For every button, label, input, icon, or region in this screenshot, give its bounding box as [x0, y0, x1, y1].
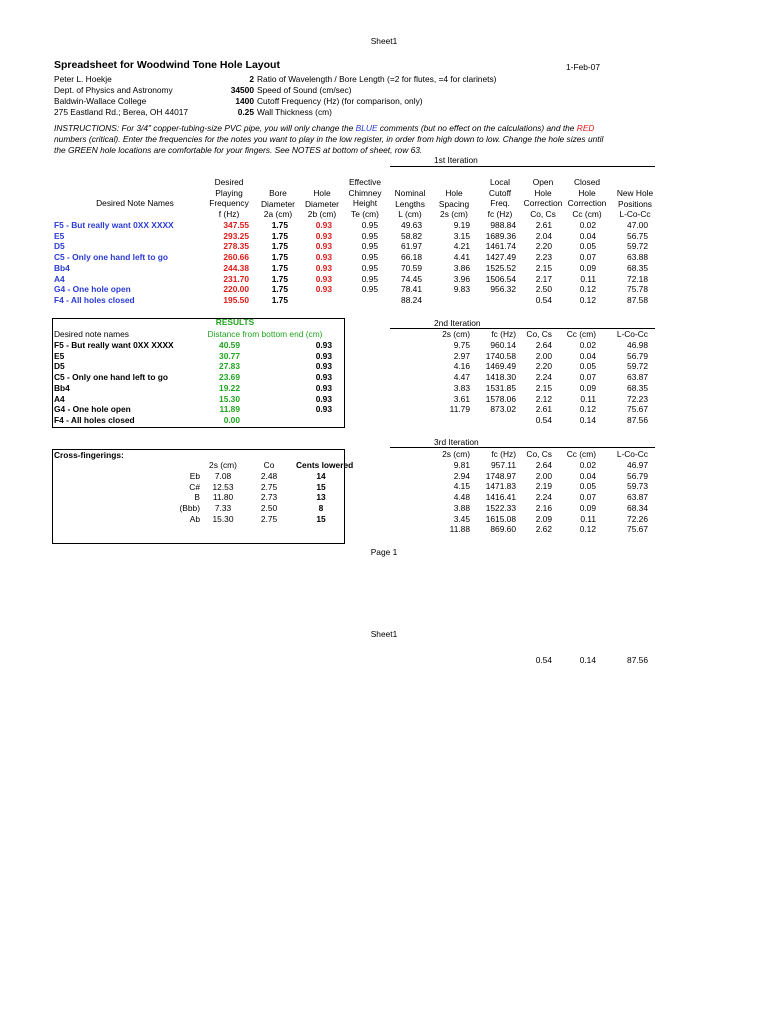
note-name: A4	[54, 273, 65, 284]
iter3-cell: 2.19	[535, 481, 552, 492]
iter2-header: fc (Hz)	[491, 329, 516, 339]
cross-note: B	[194, 492, 200, 503]
chimney-cell: 0.95	[361, 241, 378, 252]
closed-correction-cell: 0.04	[579, 230, 596, 241]
col-header-spacing: Hole Spacing 2s (cm)	[438, 188, 470, 220]
iter2-cell: 56.79	[627, 350, 648, 361]
iter3-cell: 11.88	[449, 524, 470, 535]
col-header-note-names: Desired Note Names	[96, 198, 174, 208]
results-hole-diameter: 0.93	[315, 382, 332, 393]
iter2-cell: 2.24	[535, 372, 552, 383]
iter3-cell: 4.15	[453, 481, 470, 492]
col-header-cutoff: Local Cutoff Freq. fc (Hz)	[487, 177, 513, 219]
note-name: F4 - All holes closed	[54, 294, 135, 305]
iter3-cell: 0.12	[579, 524, 596, 535]
open-correction-cell: 2.04	[535, 230, 552, 241]
iter2-cell: 3.61	[453, 393, 470, 404]
iter2-cell: 1418.30	[485, 372, 516, 383]
sheet-label-page-2: Sheet1	[370, 629, 398, 639]
note-name: C5 - Only one hand left to go	[54, 252, 168, 263]
new-position-cell: 47.00	[627, 220, 648, 230]
iteration-2-label: 2nd Iteration	[434, 318, 481, 328]
frequency-cell: 260.66	[223, 252, 249, 263]
results-note-name: A4	[54, 393, 65, 404]
results-distance: 15.30	[219, 393, 240, 404]
cross-cents: 14	[316, 471, 326, 481]
cross-correction: 2.73	[260, 492, 278, 503]
new-position-cell: 75.78	[627, 284, 648, 295]
cross-spacing: 12.53	[212, 481, 234, 492]
open-correction-cell: 2.20	[535, 241, 552, 252]
new-position-cell: 68.35	[627, 262, 648, 273]
param-label: Ratio of Wavelength / Bore Length (=2 for flutes, =4 for clarinets)	[257, 74, 497, 84]
param-label: Speed of Sound (cm/sec)	[257, 85, 352, 95]
bore-cell: 1.75	[271, 284, 288, 295]
iter2-cell: 11.79	[449, 404, 470, 415]
results-hole-diameter: 0.93	[315, 340, 332, 350]
iter2-cell: 9.75	[453, 340, 470, 350]
note-name: G4 - One hole open	[54, 284, 131, 295]
cross-spacing: 11.80	[212, 492, 234, 503]
col-header-nominal: Nominal Lengths L (cm)	[394, 188, 426, 220]
hole-diameter-cell: 0.93	[315, 220, 332, 230]
bore-cell: 1.75	[271, 294, 288, 305]
closed-correction-cell: 0.12	[579, 294, 596, 305]
nominal-length-cell: 78.41	[401, 284, 422, 295]
page-2-value: 0.14	[579, 655, 596, 665]
open-correction-cell: 2.15	[535, 262, 552, 273]
iter2-cell: 0.07	[579, 372, 596, 383]
cross-spacing: 7.33	[214, 503, 232, 514]
iter2-header: Cc (cm)	[566, 329, 596, 339]
iter2-cell: 1531.85	[485, 382, 516, 393]
nominal-length-cell: 61.97	[401, 241, 422, 252]
hole-diameter-cell: 0.93	[315, 273, 332, 284]
instructions-blue-word: BLUE	[355, 123, 378, 133]
iter3-cell: 2.16	[535, 502, 552, 513]
new-position-cell: 56.75	[627, 230, 648, 241]
results-note-name: G4 - One hole open	[54, 404, 131, 415]
iter3-cell: 1748.97	[485, 470, 516, 481]
results-hole-diameter: 0.93	[315, 372, 332, 383]
page-footer: Page 1	[370, 547, 398, 557]
col-header-chimney: Effective Chimney Height Te (cm)	[348, 177, 382, 219]
cross-note: (Bbb)	[179, 503, 200, 514]
cross-cents: 15	[316, 481, 326, 492]
closed-correction-cell: 0.05	[579, 241, 596, 252]
iter3-cell: 0.05	[579, 481, 596, 492]
iter3-header: fc (Hz)	[491, 449, 516, 459]
iter3-cell: 0.09	[579, 502, 596, 513]
bore-cell: 1.75	[271, 273, 288, 284]
col-header-frequency: Desired Playing Frequency f (Hz)	[209, 177, 249, 219]
open-correction-cell: 2.17	[535, 273, 552, 284]
closed-correction-cell: 0.12	[579, 284, 596, 295]
note-name: Bb4	[54, 262, 70, 273]
page-2-value: 0.54	[535, 655, 552, 665]
frequency-cell: 195.50	[223, 294, 249, 305]
hole-diameter-cell: 0.93	[315, 230, 332, 241]
iter3-cell: 75.67	[627, 524, 648, 535]
iter3-cell: 9.81	[453, 460, 470, 470]
param-value: 2	[249, 74, 254, 84]
open-correction-cell: 2.61	[535, 220, 552, 230]
iter3-cell: 869.60	[490, 524, 516, 535]
results-note-name: E5	[54, 350, 65, 361]
iteration-1-rule	[390, 166, 655, 167]
spacing-cell: 3.15	[453, 230, 470, 241]
cross-cents: 8	[318, 503, 324, 514]
cross-correction: 2.75	[260, 481, 278, 492]
results-subtitle: Distance from bottom end (cm)	[207, 329, 323, 339]
results-distance: 27.83	[219, 361, 240, 372]
iter3-header: 2s (cm)	[442, 449, 470, 459]
instructions-red-word: RED	[576, 123, 595, 133]
iter2-cell: 2.15	[535, 382, 552, 393]
iter2-cell: 960.14	[490, 340, 516, 350]
results-hole-diameter: 0.93	[315, 361, 332, 372]
closed-correction-cell: 0.11	[580, 273, 596, 284]
cross-spacing: 15.30	[212, 513, 234, 524]
iter2-cell: 0.12	[579, 404, 596, 415]
results-note-name: C5 - Only one hand left to go	[54, 372, 168, 383]
iter3-header: Cc (cm)	[566, 449, 596, 459]
frequency-cell: 244.38	[223, 262, 249, 273]
cross-header: Co	[263, 460, 275, 470]
iter3-cell: 63.87	[627, 492, 648, 503]
param-value: 0.25	[237, 107, 254, 117]
closed-correction-cell: 0.07	[579, 252, 596, 263]
sheet-label: Sheet1	[370, 36, 398, 46]
iter2-cell: 59.72	[627, 361, 648, 372]
nominal-length-cell: 49.63	[401, 220, 422, 230]
cutoff-cell: 956.32	[490, 284, 516, 295]
new-position-cell: 87.58	[627, 294, 648, 305]
iter3-cell: 1471.83	[485, 481, 516, 492]
iter3-cell: 0.04	[579, 470, 596, 481]
iter3-cell: 2.00	[535, 470, 552, 481]
iter2-cell: 2.61	[535, 404, 552, 415]
iter2-cell: 4.16	[453, 361, 470, 372]
results-note-name: D5	[54, 361, 65, 372]
hole-diameter-cell: 0.93	[315, 252, 332, 263]
iter2-cell: 4.47	[453, 372, 470, 383]
bore-cell: 1.75	[271, 220, 288, 230]
cross-note: Eb	[189, 471, 200, 481]
cross-note: Ab	[189, 513, 200, 524]
open-correction-cell: 0.54	[535, 294, 552, 305]
results-note-name: Bb4	[54, 382, 70, 393]
iter3-cell: 2.09	[535, 513, 552, 524]
iter3-cell: 0.11	[580, 513, 596, 524]
cutoff-cell: 988.84	[490, 220, 516, 230]
iter3-cell: 1522.33	[485, 502, 516, 513]
iter2-cell: 0.09	[579, 382, 596, 393]
spacing-cell: 3.96	[453, 273, 470, 284]
iter2-cell: 1469.49	[485, 361, 516, 372]
instructions-text: numbers (critical). Enter the frequencies for the notes you want to play in the low register, in order from high down to low. Change the hole sizes until the GREEN hole locations are comfortable for your fingers. See NOTES at bottom of sheet, row 63.	[54, 134, 604, 155]
iter2-header: Co, Cs	[526, 329, 552, 339]
param-label: Cutoff Frequency (Hz) (for comparison, only)	[257, 96, 423, 106]
bore-cell: 1.75	[271, 230, 288, 241]
chimney-cell: 0.95	[361, 230, 378, 241]
iter2-header: L-Co-Cc	[616, 329, 648, 339]
instructions-text: comments (but no effect on the calculations) and the	[377, 123, 577, 133]
iter2-header: 2s (cm)	[442, 329, 470, 339]
cutoff-cell: 1689.36	[485, 230, 516, 241]
iter2-cell: 3.83	[453, 382, 470, 393]
iter3-cell: 46.97	[627, 460, 648, 470]
iter2-cell: 72.23	[627, 393, 648, 404]
iter2-cell: 87.56	[627, 414, 648, 425]
iter3-cell: 3.88	[453, 502, 470, 513]
chimney-cell: 0.95	[361, 284, 378, 295]
chimney-cell: 0.95	[361, 252, 378, 263]
col-header-hole: Hole Diameter 2b (cm)	[305, 188, 339, 220]
spacing-cell: 9.83	[453, 284, 470, 295]
results-distance: 30.77	[219, 350, 240, 361]
frequency-cell: 231.70	[223, 273, 249, 284]
results-distance: 19.22	[219, 382, 240, 393]
iter2-cell: 0.54	[535, 414, 552, 425]
iter2-cell: 2.97	[453, 350, 470, 361]
cross-note: C#	[189, 481, 200, 492]
iter3-header: L-Co-Cc	[616, 449, 648, 459]
cutoff-cell: 1506.54	[485, 273, 516, 284]
cutoff-cell: 1461.74	[485, 241, 516, 252]
iter2-cell: 2.12	[535, 393, 552, 404]
chimney-cell: 0.95	[361, 273, 378, 284]
document-date: 1-Feb-07	[566, 62, 600, 72]
iter3-cell: 0.07	[579, 492, 596, 503]
author-line: 275 Eastland Rd.; Berea, OH 44017	[54, 107, 189, 117]
new-position-cell: 63.88	[627, 252, 648, 263]
cross-header: Cents lowered	[296, 460, 354, 470]
results-hole-diameter: 0.93	[315, 393, 332, 404]
iter2-cell: 46.98	[627, 340, 648, 350]
iter2-cell: 0.02	[579, 340, 596, 350]
new-position-cell: 59.72	[627, 241, 648, 252]
author-line: Baldwin-Wallace College	[54, 96, 147, 106]
iter2-cell: 1578.06	[485, 393, 516, 404]
iter2-cell: 68.35	[627, 382, 648, 393]
hole-diameter-cell: 0.93	[315, 284, 332, 295]
open-correction-cell: 2.50	[535, 284, 552, 295]
results-note-name: F5 - But really want 0XX XXXX	[54, 340, 174, 350]
param-value: 1400	[235, 96, 254, 106]
hole-diameter-cell: 0.93	[315, 262, 332, 273]
cross-spacing: 7.08	[214, 471, 232, 481]
col-header-open-correction: Open Hole Correction Co, Cs	[523, 177, 563, 219]
document-title: Spreadsheet for Woodwind Tone Hole Layout	[54, 59, 280, 71]
param-value: 34500	[230, 85, 254, 95]
cross-fingerings-title: Cross-fingerings:	[54, 450, 124, 460]
hole-diameter-cell: 0.93	[315, 241, 332, 252]
iter2-cell: 75.67	[627, 404, 648, 415]
col-header-new-positions: New Hole Positions L-Co-Cc	[616, 188, 654, 220]
nominal-length-cell: 74.45	[401, 273, 422, 284]
iteration-3-rule	[390, 447, 655, 448]
chimney-cell: 0.95	[361, 220, 378, 230]
spacing-cell: 3.86	[453, 262, 470, 273]
page-2-value: 87.56	[627, 655, 648, 665]
cutoff-cell: 1427.49	[485, 252, 516, 263]
instructions-text: INSTRUCTIONS: For 3/4" copper-tubing-size PVC pipe, you will only change the	[54, 123, 356, 133]
results-distance: 40.59	[219, 340, 240, 350]
closed-correction-cell: 0.02	[579, 220, 596, 230]
cross-correction: 2.50	[260, 503, 278, 514]
frequency-cell: 293.25	[223, 230, 249, 241]
iter3-cell: 1416.41	[485, 492, 516, 503]
iter2-cell: 1740.58	[485, 350, 516, 361]
author-line: Dept. of Physics and Astronomy	[54, 85, 173, 95]
cross-correction: 2.48	[260, 471, 278, 481]
iter3-cell: 68.34	[627, 502, 648, 513]
iter3-header: Co, Cs	[526, 449, 552, 459]
iter2-cell: 2.00	[535, 350, 552, 361]
cross-header: 2s (cm)	[209, 460, 237, 470]
iteration-3-label: 3rd Iteration	[434, 437, 479, 447]
nominal-length-cell: 70.59	[401, 262, 422, 273]
cross-cents: 15	[316, 513, 326, 524]
frequency-cell: 278.35	[223, 241, 249, 252]
results-hole-diameter: 0.93	[315, 350, 332, 361]
results-distance: 11.89	[219, 404, 240, 415]
iteration-2-rule	[390, 328, 655, 329]
cross-correction: 2.75	[260, 513, 278, 524]
iter2-cell: 2.20	[535, 361, 552, 372]
iter3-cell: 72.26	[627, 513, 648, 524]
closed-correction-cell: 0.09	[579, 262, 596, 273]
nominal-length-cell: 88.24	[401, 294, 422, 305]
iter2-cell: 873.02	[490, 404, 516, 415]
spacing-cell: 4.21	[453, 241, 470, 252]
results-distance: 0.00	[223, 414, 240, 425]
note-name: D5	[54, 241, 65, 252]
iter3-cell: 4.48	[453, 492, 470, 503]
iter3-cell: 56.79	[627, 470, 648, 481]
spacing-cell: 4.41	[453, 252, 470, 263]
bore-cell: 1.75	[271, 252, 288, 263]
param-label: Wall Thickness (cm)	[257, 107, 332, 117]
iter3-cell: 957.11	[491, 460, 516, 470]
cutoff-cell: 1525.52	[485, 262, 516, 273]
iter2-cell: 0.11	[580, 393, 596, 404]
nominal-length-cell: 58.82	[401, 230, 422, 241]
col-header-closed-correction: Closed Hole Correction Cc (cm)	[567, 177, 607, 219]
open-correction-cell: 2.23	[535, 252, 552, 263]
author-line: Peter L. Hoekje	[54, 74, 112, 84]
iter3-cell: 1615.08	[485, 513, 516, 524]
results-header: Desired note names	[54, 329, 129, 339]
iter3-cell: 0.02	[579, 460, 596, 470]
iter2-cell: 63.87	[627, 372, 648, 383]
chimney-cell: 0.95	[361, 262, 378, 273]
frequency-cell: 347.55	[223, 220, 249, 230]
results-hole-diameter: 0.93	[315, 404, 332, 415]
frequency-cell: 220.00	[223, 284, 249, 295]
results-distance: 23.69	[219, 372, 240, 383]
iter2-cell: 0.04	[579, 350, 596, 361]
iteration-1-label: 1st Iteration	[434, 155, 478, 165]
note-name: F5 - But really want 0XX XXXX	[54, 220, 174, 230]
bore-cell: 1.75	[271, 241, 288, 252]
iter3-cell: 2.62	[535, 524, 552, 535]
new-position-cell: 72.18	[627, 273, 648, 284]
spacing-cell: 9.19	[453, 220, 470, 230]
results-title: RESULTS	[215, 317, 255, 327]
col-header-bore: Bore Diameter 2a (cm)	[261, 188, 295, 220]
iter3-cell: 2.24	[535, 492, 552, 503]
iter2-cell: 0.14	[579, 414, 596, 425]
results-note-name: F4 - All holes closed	[54, 414, 135, 425]
iter2-cell: 2.64	[535, 340, 552, 350]
instructions	[54, 123, 610, 156]
iter3-cell: 59.73	[627, 481, 648, 492]
cross-cents: 13	[316, 492, 326, 503]
iter3-cell: 3.45	[453, 513, 470, 524]
note-name: E5	[54, 230, 65, 241]
iter3-cell: 2.64	[535, 460, 552, 470]
nominal-length-cell: 66.18	[401, 252, 422, 263]
iter2-cell: 0.05	[579, 361, 596, 372]
bore-cell: 1.75	[271, 262, 288, 273]
iter3-cell: 2.94	[453, 470, 470, 481]
